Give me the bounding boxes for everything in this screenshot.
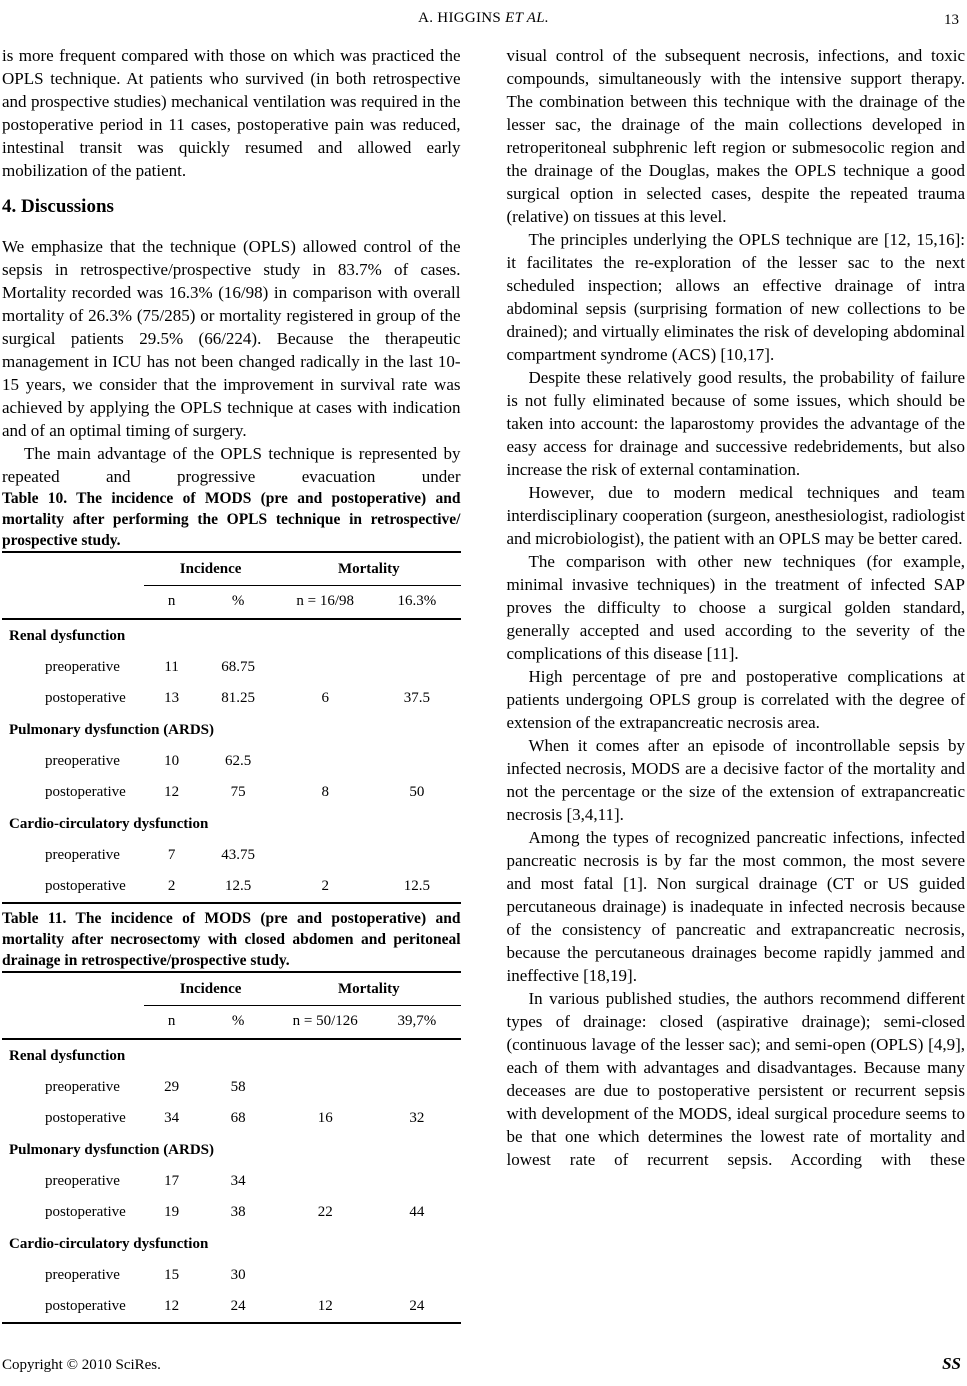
cell: 7 <box>167 847 176 863</box>
cell: 19 <box>164 1204 180 1220</box>
table-section-row <box>2 1134 461 1166</box>
cell: 30 <box>230 1267 246 1283</box>
cell: 12.5 <box>224 878 252 894</box>
cell: 29 <box>164 1079 180 1095</box>
row-label: preoperative <box>45 753 120 769</box>
table-row <box>2 1072 461 1103</box>
stub-cell <box>2 972 144 1006</box>
cell: 15 <box>164 1267 180 1283</box>
table-10 <box>2 551 461 904</box>
table-row <box>2 683 461 714</box>
table-subheader-row <box>2 1006 461 1040</box>
cell <box>373 840 460 871</box>
cell: 24 <box>409 1298 425 1314</box>
body-paragraph: However, due to modern medical techniques and team interdisciplinary cooperation (surgeon, anesthesiologist, radiologist and microbiologist), the patient with an OPLS may be better cared. <box>506 483 965 548</box>
cell: 68 <box>230 1110 246 1126</box>
column-header-mortality-n: n = 50/126 <box>277 1006 373 1040</box>
table-group-header-row <box>2 972 461 1006</box>
cell: 75 <box>230 784 246 800</box>
stub-cell <box>2 586 144 620</box>
cell: 13 <box>164 690 180 706</box>
cell <box>277 1072 373 1103</box>
stub-cell <box>2 1006 144 1040</box>
cell: 34 <box>230 1173 246 1189</box>
section-label: Renal dysfunction <box>9 1048 126 1064</box>
running-head <box>2 10 965 28</box>
cell: 12.5 <box>403 878 431 894</box>
cell: 50 <box>409 784 425 800</box>
cell: 16 <box>317 1110 333 1126</box>
column-header-mortality-pct: 16.3% <box>373 586 460 620</box>
right-column <box>507 44 966 1171</box>
table-row <box>2 1291 461 1323</box>
section-heading-discussions: 4. Discussions <box>2 196 114 217</box>
cell <box>277 1260 373 1291</box>
cell: 17 <box>164 1173 180 1189</box>
table-row <box>2 1166 461 1197</box>
cell: 62.5 <box>224 753 252 769</box>
column-header-pct: % <box>199 586 277 620</box>
table-row <box>2 1103 461 1134</box>
column-group-mortality: Mortality <box>277 552 460 586</box>
body-paragraph: We emphasize that the technique (OPLS) allowed control of the sepsis in retrospective/prospective study in 83.7% of cases. Mortality recorded was 16.3% (16/98) in comparison with overall mortality of 26.3% (75/285) or mortality registered in group of the surgical patients 29.5% (66/224). Because the therapeutic management in ICU has not been changed radically in the last 10-15 years, we consider that the improvement in survival rate was achieved by applying the OPLS technique at cases with indication and of an optimal timing of surgery. <box>2 237 461 440</box>
table-row <box>2 1260 461 1291</box>
row-label: postoperative <box>45 1110 126 1126</box>
section-label: Cardio-circulatory dysfunction <box>9 816 209 832</box>
cell <box>373 1260 460 1291</box>
cell: 2 <box>167 878 176 894</box>
table10-caption: Table 10. The incidence of MODS (pre and postoperative) and mortality after performing the OPLS technique in retrospective/ prospective study. <box>2 490 461 549</box>
body-paragraph: When it comes after an episode of incontrollable sepsis by infected necrosis, MODS are a decisive factor of the mortality and not the percentage or the size of the extension of extrapancreatic necrosis [3,4,11]. <box>506 736 965 824</box>
row-label: postoperative <box>45 878 126 894</box>
table11-caption: Table 11. The incidence of MODS (pre and postoperative) and mortality after necrosectomy with closed abdomen and peritoneal drainage in retrospective/prospective study. <box>2 910 461 969</box>
cell <box>373 1072 460 1103</box>
body-paragraph: Among the types of recognized pancreatic infections, infected pancreatic necrosis is by far the most common, the most severe and most fatal [1]. Non surgical drainage (CT or US guided percutaneous drainage) is inadequate in infected necrosis because of the consistency of pancreatic and extrapancreatic necrosis, because the percutaneous drainages become rapidly jammed and ineffective [18,19]. <box>506 828 965 985</box>
cell <box>373 746 460 777</box>
table-section-row <box>2 1039 461 1072</box>
table-row <box>2 746 461 777</box>
cell: 38 <box>230 1204 246 1220</box>
page-footer <box>2 1354 961 1374</box>
column-group-incidence: Incidence <box>144 972 277 1006</box>
section-label: Pulmonary dysfunction (ARDS) <box>9 1142 215 1158</box>
table-11 <box>2 971 461 1324</box>
row-label: preoperative <box>45 1267 120 1283</box>
cell <box>277 1166 373 1197</box>
table-section-row <box>2 619 461 652</box>
cell: 24 <box>230 1298 246 1314</box>
column-header-pct: % <box>199 1006 277 1040</box>
cell: 37.5 <box>403 690 431 706</box>
cell <box>277 746 373 777</box>
row-label: postoperative <box>45 784 126 800</box>
left-column <box>2 44 461 1328</box>
table-group-header-row <box>2 552 461 586</box>
cell: 34 <box>164 1110 180 1126</box>
cell: 58 <box>230 1079 246 1095</box>
copyright-notice: Copyright © 2010 SciRes. <box>2 1357 161 1373</box>
cell: 12 <box>317 1298 333 1314</box>
running-head-etal: ET AL. <box>505 10 549 26</box>
column-header-mortality-pct: 39,7% <box>373 1006 460 1040</box>
body-paragraph: High percentage of pre and postoperative complications at patients undergoing OPLS group is correlated with the degree of extension of the extrapancreatic necrosis area. <box>506 667 965 732</box>
table-row <box>2 871 461 903</box>
cell: 12 <box>164 784 180 800</box>
body-paragraph: The main advantage of the OPLS technique is represented by repeated and progressive evacuation under <box>2 444 461 486</box>
table-section-row <box>2 808 461 840</box>
table-section-row <box>2 714 461 746</box>
body-paragraph: The comparison with other new techniques (for example, minimal invasive techniques) in the treatment of infected SAP proves the difficulty to choose a surgical golden standard, generally accepted and used according to the severity of the complications of this disease [11]. <box>506 552 965 663</box>
column-group-mortality: Mortality <box>277 972 460 1006</box>
table-subheader-row <box>2 586 461 620</box>
cell: 10 <box>164 753 180 769</box>
row-label: postoperative <box>45 1204 126 1220</box>
two-column-body <box>2 44 965 1328</box>
row-label: preoperative <box>45 847 120 863</box>
stub-cell <box>2 552 144 586</box>
page-number: 13 <box>944 12 959 28</box>
running-head-authors: A. HIGGINS <box>418 10 502 26</box>
journal-mark: SS <box>942 1354 961 1373</box>
body-paragraph: Despite these relatively good results, the probability of failure is not fully eliminated because of some issues, which should be taken into account: the laparostomy provides the advantage of the easy access for drainage and successive redebridements, but also increase the risk of external contamination. <box>506 368 965 479</box>
table-section-row <box>2 1228 461 1260</box>
cell: 8 <box>321 784 329 800</box>
table-row <box>2 1197 461 1228</box>
section-label: Pulmonary dysfunction (ARDS) <box>9 722 215 738</box>
row-label: postoperative <box>45 1298 126 1314</box>
cell: 12 <box>164 1298 180 1314</box>
column-header-n: n <box>144 586 199 620</box>
cell <box>277 652 373 683</box>
column-header-n: n <box>144 1006 199 1040</box>
column-header-mortality-n: n = 16/98 <box>277 586 373 620</box>
table-row <box>2 652 461 683</box>
cell: 44 <box>409 1204 425 1220</box>
cell <box>277 840 373 871</box>
cell: 2 <box>321 878 329 894</box>
cell <box>373 652 460 683</box>
row-label: preoperative <box>45 1079 120 1095</box>
row-label: postoperative <box>45 690 126 706</box>
body-paragraph: In various published studies, the authors recommend different types of drainage: closed (aspirative drainage); semi-closed (continuous lavage of the lesser sac); and semi-open (OPLS) [4,9], each of them with advantages and disadvantages. Because many deceases are due to postoperative persistent or recurrent sepsis with development of the MODS, ideal surgical procedure seems to be that one which determines the lowest rate of mortality and lowest rate of recurrent sepsis. According with these <box>506 989 965 1169</box>
cell <box>373 1166 460 1197</box>
cell: 22 <box>317 1204 333 1220</box>
cell: 81.25 <box>221 690 255 706</box>
body-paragraph: visual control of the subsequent necrosis, infections, and toxic compounds, simultaneously with the intensive support therapy. The combination between this technique with the drainage of the lesser sac, the drainage of the main collections developed in retroperitoneal subphrenic left region or submesocolic region and the drainage of the Douglas, makes the OPLS technique a good surgical option in selected cases, despite the repeated trauma (relative) on tissues at this level. <box>506 46 965 226</box>
body-paragraph: is more frequent compared with those on which was practiced the OPLS technique. At patients who survived (in both retrospective and prospective studies) mechanical ventilation was required in the postoperative period in 11 cases, postoperative pain was reduced, intestinal transit was quickly resumed and allowed early mobilization of the patient. <box>2 46 461 180</box>
cell: 11 <box>164 659 179 675</box>
section-label: Cardio-circulatory dysfunction <box>9 1236 209 1252</box>
section-label: Renal dysfunction <box>9 628 126 644</box>
cell: 6 <box>321 690 329 706</box>
body-paragraph: The principles underlying the OPLS technique are [12, 15,16]: it facilitates the re-exploration of the lesser sac to the next scheduled inspection; allows an effective drainage of intra abdominal sepsis (surprising formation of new collections to be drained); and virtually eliminates the risk of developing abdominal compartment syndrome (ACS) [10,17]. <box>506 230 965 364</box>
table-row <box>2 777 461 808</box>
cell: 32 <box>409 1110 425 1126</box>
table-row <box>2 840 461 871</box>
cell: 68.75 <box>221 659 255 675</box>
column-group-incidence: Incidence <box>144 552 277 586</box>
row-label: preoperative <box>45 1173 120 1189</box>
row-label: preoperative <box>45 659 120 675</box>
cell: 43.75 <box>221 847 255 863</box>
